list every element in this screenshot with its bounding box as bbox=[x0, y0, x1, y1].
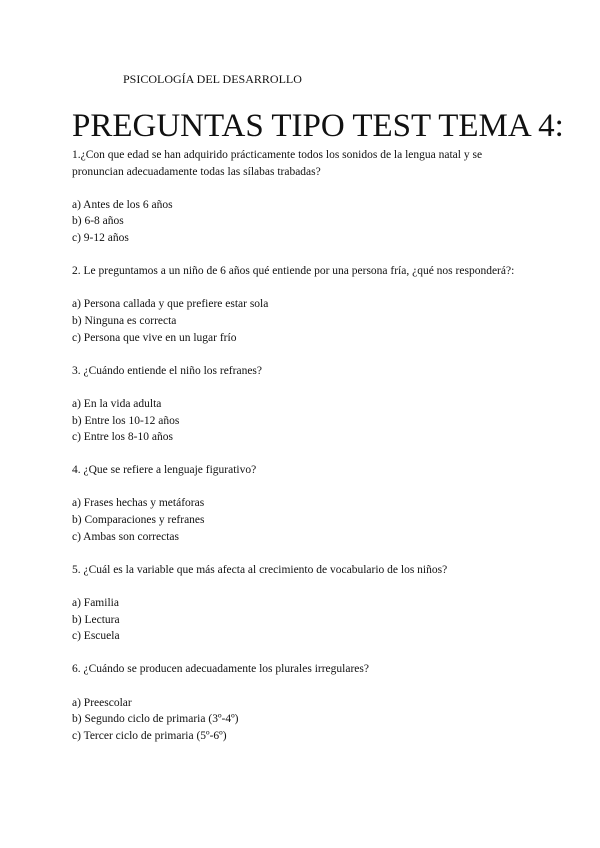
question-4 bbox=[72, 462, 528, 545]
question-3 bbox=[72, 363, 528, 446]
answer-option-b: b) 6-8 años bbox=[72, 215, 124, 228]
answer-option-c: c) Escuela bbox=[72, 630, 120, 643]
answer-option-a: a) Antes de los 6 años bbox=[72, 198, 173, 211]
question-6 bbox=[72, 661, 528, 744]
answer-option-b: b) Comparaciones y refranes bbox=[72, 514, 205, 527]
answer-option-b: b) Segundo ciclo de primaria (3º-4º) bbox=[72, 713, 239, 726]
answer-option-c: c) Entre los 8-10 años bbox=[72, 431, 173, 444]
answer-option-b: b) Lectura bbox=[72, 613, 120, 626]
answer-option-a: a) En la vida adulta bbox=[72, 397, 162, 410]
question-1 bbox=[72, 147, 528, 247]
answer-option-b: b) Ninguna es correcta bbox=[72, 314, 177, 327]
question-text: 6. ¿Cuándo se producen adecuadamente los plurales irregulares? bbox=[72, 663, 369, 676]
subject-heading: PSICOLOGÍA DEL DESARROLLO bbox=[123, 72, 302, 86]
answer-option-a: a) Familia bbox=[72, 597, 119, 610]
answer-option-c: c) Tercer ciclo de primaria (5º-6º) bbox=[72, 729, 227, 742]
answer-option-c: c) 9-12 años bbox=[72, 231, 129, 244]
question-5 bbox=[72, 562, 528, 645]
question-text: 2. Le preguntamos a un niño de 6 años qué entiende por una persona fría, ¿qué nos responderá?: bbox=[72, 265, 515, 278]
question-text: 4. ¿Que se refiere a lenguaje figurativo? bbox=[72, 464, 257, 477]
question-text: 5. ¿Cuál es la variable que más afecta al crecimiento de vocabulario de los niños? bbox=[72, 563, 448, 576]
answer-option-c: c) Persona que vive en un lugar frío bbox=[72, 331, 237, 344]
question-text: 1.¿Con que edad se han adquirido prácticamente todos los sonidos de la lengua natal y se pronuncian adecuadamente todas las sílabas trabadas? bbox=[72, 149, 483, 178]
answer-option-a: a) Persona callada y que prefiere estar sola bbox=[72, 298, 269, 311]
answer-option-b: b) Entre los 10-12 años bbox=[72, 414, 180, 427]
answer-option-a: a) Frases hechas y metáforas bbox=[72, 497, 205, 510]
question-2 bbox=[72, 263, 528, 346]
answer-option-c: c) Ambas son correctas bbox=[72, 530, 179, 543]
answer-option-a: a) Preescolar bbox=[72, 696, 132, 709]
question-list bbox=[72, 147, 528, 761]
page-title: PREGUNTAS TIPO TEST TEMA 4: bbox=[72, 108, 564, 144]
question-text: 3. ¿Cuándo entiende el niño los refranes? bbox=[72, 364, 263, 377]
